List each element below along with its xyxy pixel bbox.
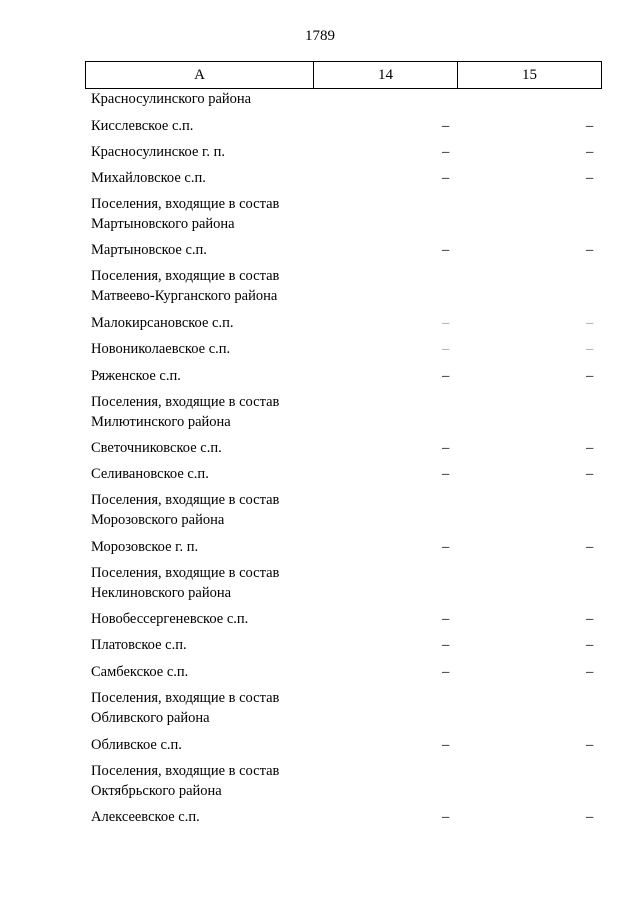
table-row-label: Новониколаевское с.п. [91,341,231,357]
table-row-label: Ряженское с.п. [91,368,181,384]
group-header-label: Поселения, входящие в состав Обливского района [91,690,280,726]
cell-col-14: – [442,368,450,384]
cell-col-14: – [442,170,450,186]
table-row-label: Новобессергеневское с.п. [91,611,249,627]
table-row-label: Мартыновское с.п. [91,242,207,258]
cell-col-15: – [586,144,594,160]
cell-col-15: – [586,637,594,653]
table-row-label: Кисслевское с.п. [91,118,194,134]
group-header-label: Поселения, входящие в состав Матвеево-Курганского района [91,268,280,304]
table-row-label: Обливское с.п. [91,737,182,753]
cell-col-14: – [442,539,450,555]
cell-col-14: – [442,737,450,753]
table-row-label: Алексеевское с.п. [91,809,200,825]
cell-col-14: – [442,242,450,258]
cell-col-14: – [442,144,450,160]
table-row-label: Красносулинское г. п. [91,144,225,160]
cell-col-15: – [586,368,594,384]
cell-col-14: – [442,315,450,331]
page-number: 1789 [305,28,335,44]
cell-col-15: – [586,737,594,753]
cell-col-15: – [586,809,594,825]
group-header-label: Поселения, входящие в состав Неклиновского района [91,565,280,601]
table-row-label: Красносулинского района [91,91,252,107]
table-row-label: Морозовское г. п. [91,539,199,555]
table-row-label: Малокирсановское с.п. [91,315,234,331]
header-col-15: 15 [458,62,602,89]
cell-col-14: – [442,440,450,456]
table-row-label: Самбекское с.п. [91,664,189,680]
cell-col-14: – [442,466,450,482]
header-col-14: 14 [314,62,458,89]
table-row-label: Михайловское с.п. [91,170,206,186]
cell-col-14: – [442,118,450,134]
cell-col-15: – [586,440,594,456]
cell-col-14: – [442,611,450,627]
table-row-label: Платовское с.п. [91,637,187,653]
cell-col-15: – [586,611,594,627]
table-row-label: Светочниковское с.п. [91,440,222,456]
header-col-a: А [86,62,314,89]
cell-col-14: – [442,637,450,653]
group-header-label: Поселения, входящие в состав Октябрьского района [91,763,280,799]
cell-col-15: – [586,539,594,555]
cell-col-14: – [442,809,450,825]
cell-col-15: – [586,664,594,680]
cell-col-15: – [586,170,594,186]
cell-col-15: – [586,341,594,357]
cell-col-15: – [586,242,594,258]
cell-col-15: – [586,315,594,331]
group-header-label: Поселения, входящие в состав Милютинского района [91,394,280,430]
group-header-label: Поселения, входящие в состав Морозовского района [91,492,280,528]
cell-col-14: – [442,664,450,680]
cell-col-14: – [442,341,450,357]
table-row-label: Селивановское с.п. [91,466,209,482]
cell-col-15: – [586,118,594,134]
cell-col-15: – [586,466,594,482]
group-header-label: Поселения, входящие в состав Мартыновского района [91,196,280,232]
